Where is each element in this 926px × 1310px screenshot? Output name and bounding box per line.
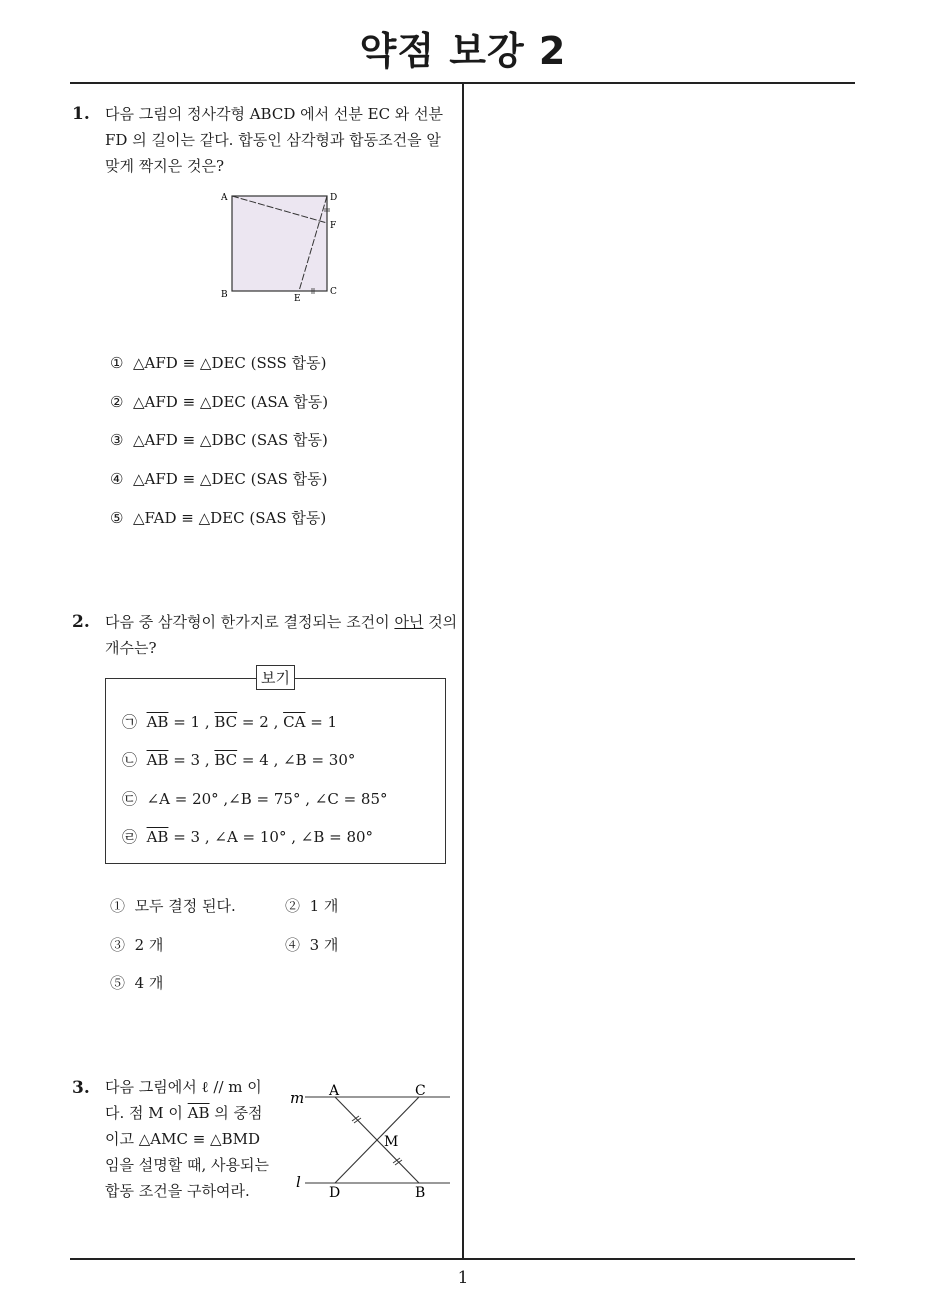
option-text: △AFD ≡ △DBC (SAS 합동) [133,431,328,449]
option-text: 2 개 [134,936,164,954]
segment-ab: $\overline{AB}$ [187,1104,210,1122]
q3-number: 3. [72,1078,90,1098]
bogi-text: = 4 , ∠B = 30° [237,751,356,769]
option-mark: ⑤ [110,509,124,527]
q3-line [105,1100,280,1126]
label-b: B [415,1185,426,1201]
bogi-text: = 3 , [168,751,215,769]
q1-option-4[interactable] [110,468,328,489]
q2-option-3[interactable] [110,934,163,955]
bogi-item-1 [122,711,337,732]
option-text: △FAD ≡ △DEC (SAS 합동) [133,509,327,527]
label-a: A [221,193,228,203]
label-m-point: M [384,1134,399,1150]
q2-line-2: 개수는? [105,639,157,657]
bogi-mark: ㉠ [122,713,138,731]
q2-number: 2. [72,612,90,632]
bogi-text: = 2 , [237,713,284,731]
q3-line: 임을 설명할 때, 사용되는 [105,1156,269,1174]
column-divider [462,83,464,1258]
option-mark: ① [110,897,126,915]
bogi-text: = 1 , [168,713,215,731]
q1-option-3[interactable] [110,429,328,450]
option-text: 1 개 [309,897,339,915]
q2-option-2[interactable] [285,895,338,916]
footer-rule [70,1258,855,1260]
label-d: D [330,193,338,203]
bogi-mark: ㉡ [122,751,138,769]
option-text: 모두 결정 된다. [134,897,236,915]
label-f: F [330,221,337,231]
q1-text [105,101,455,179]
q3-line: 합동 조건을 구하여라. [105,1182,250,1200]
label-c: C [330,287,337,297]
q1-line: 맞게 짝지은 것은? [105,157,225,175]
option-text: △AFD ≡ △DEC (ASA 합동) [133,393,329,411]
q2-text [105,609,460,661]
label-a: A [329,1083,340,1099]
bogi-text: ∠A = 20° ,∠B = 75° , ∠C = 85° [146,790,388,808]
bogi-text: = 1 [305,713,338,731]
q2-text-part: 다음 중 삼각형이 한가지로 결정되는 조건이 [105,613,395,631]
option-mark: ⑤ [110,974,126,992]
q1-line: FD 의 길이는 같다. 합동인 삼각형과 합동조건을 알 [105,131,441,149]
q1-number: 1. [72,104,90,124]
bogi-item-3 [122,788,388,809]
segment-bc: $\overline{BC}$ [214,751,238,769]
page-title: 약점 보강 2 [359,29,567,73]
option-mark: ④ [110,470,124,488]
q3-parallel-lines-figure [285,1075,455,1205]
segment-ca: $\overline{CA}$ [283,713,306,731]
segment-ab: $\overline{AB}$ [146,828,169,846]
q1-square-figure [210,185,350,310]
bogi-title: 보기 [256,665,295,690]
q3-text [105,1074,280,1204]
q1-option-1[interactable] [110,352,326,373]
bogi-mark: ㉣ [122,828,138,846]
q1-option-5[interactable] [110,507,326,528]
q3-text-part: 의 중점 [209,1104,263,1122]
q2-text-part: 것의 [423,613,458,631]
label-l: l [296,1173,301,1191]
q1-option-2[interactable] [110,391,328,412]
option-mark: ② [285,897,301,915]
q3-line: 다음 그림에서 ℓ // m 이 [105,1078,262,1096]
option-text: △AFD ≡ △DEC (SAS 합동) [133,470,328,488]
q2-option-1[interactable] [110,895,236,916]
label-c: C [415,1083,426,1099]
option-mark: ③ [110,936,126,954]
bogi-item-4 [122,826,373,847]
segment-ab: $\overline{AB}$ [146,751,169,769]
label-b: B [221,290,228,300]
segment-ab: $\overline{AB}$ [146,713,169,731]
option-mark: ② [110,393,124,411]
option-text: 3 개 [309,936,339,954]
q2-option-4[interactable] [285,934,338,955]
option-text: △AFD ≡ △DEC (SSS 합동) [133,354,327,372]
q3-line: 이고 △AMC ≡ △BMD [105,1130,261,1148]
option-mark: ④ [285,936,301,954]
label-e: E [294,294,301,304]
segment-bc: $\overline{BC}$ [214,713,238,731]
option-mark: ③ [110,431,124,449]
q2-line-1 [105,609,460,635]
label-m: m [290,1089,305,1107]
bogi-text: = 3 , ∠A = 10° , ∠B = 80° [168,828,374,846]
q2-underlined-word: 아닌 [394,613,424,631]
page-number: 1 [457,1268,469,1288]
bogi-mark: ㉢ [122,790,138,808]
q2-option-5[interactable] [110,972,163,993]
option-text: 4 개 [134,974,164,992]
q3-text-part: 다. 점 M 이 [105,1104,188,1122]
q1-line: 다음 그림의 정사각형 ABCD 에서 선분 EC 와 선분 [105,105,444,123]
label-d: D [329,1185,341,1201]
option-mark: ① [110,354,124,372]
bogi-item-2 [122,749,355,770]
